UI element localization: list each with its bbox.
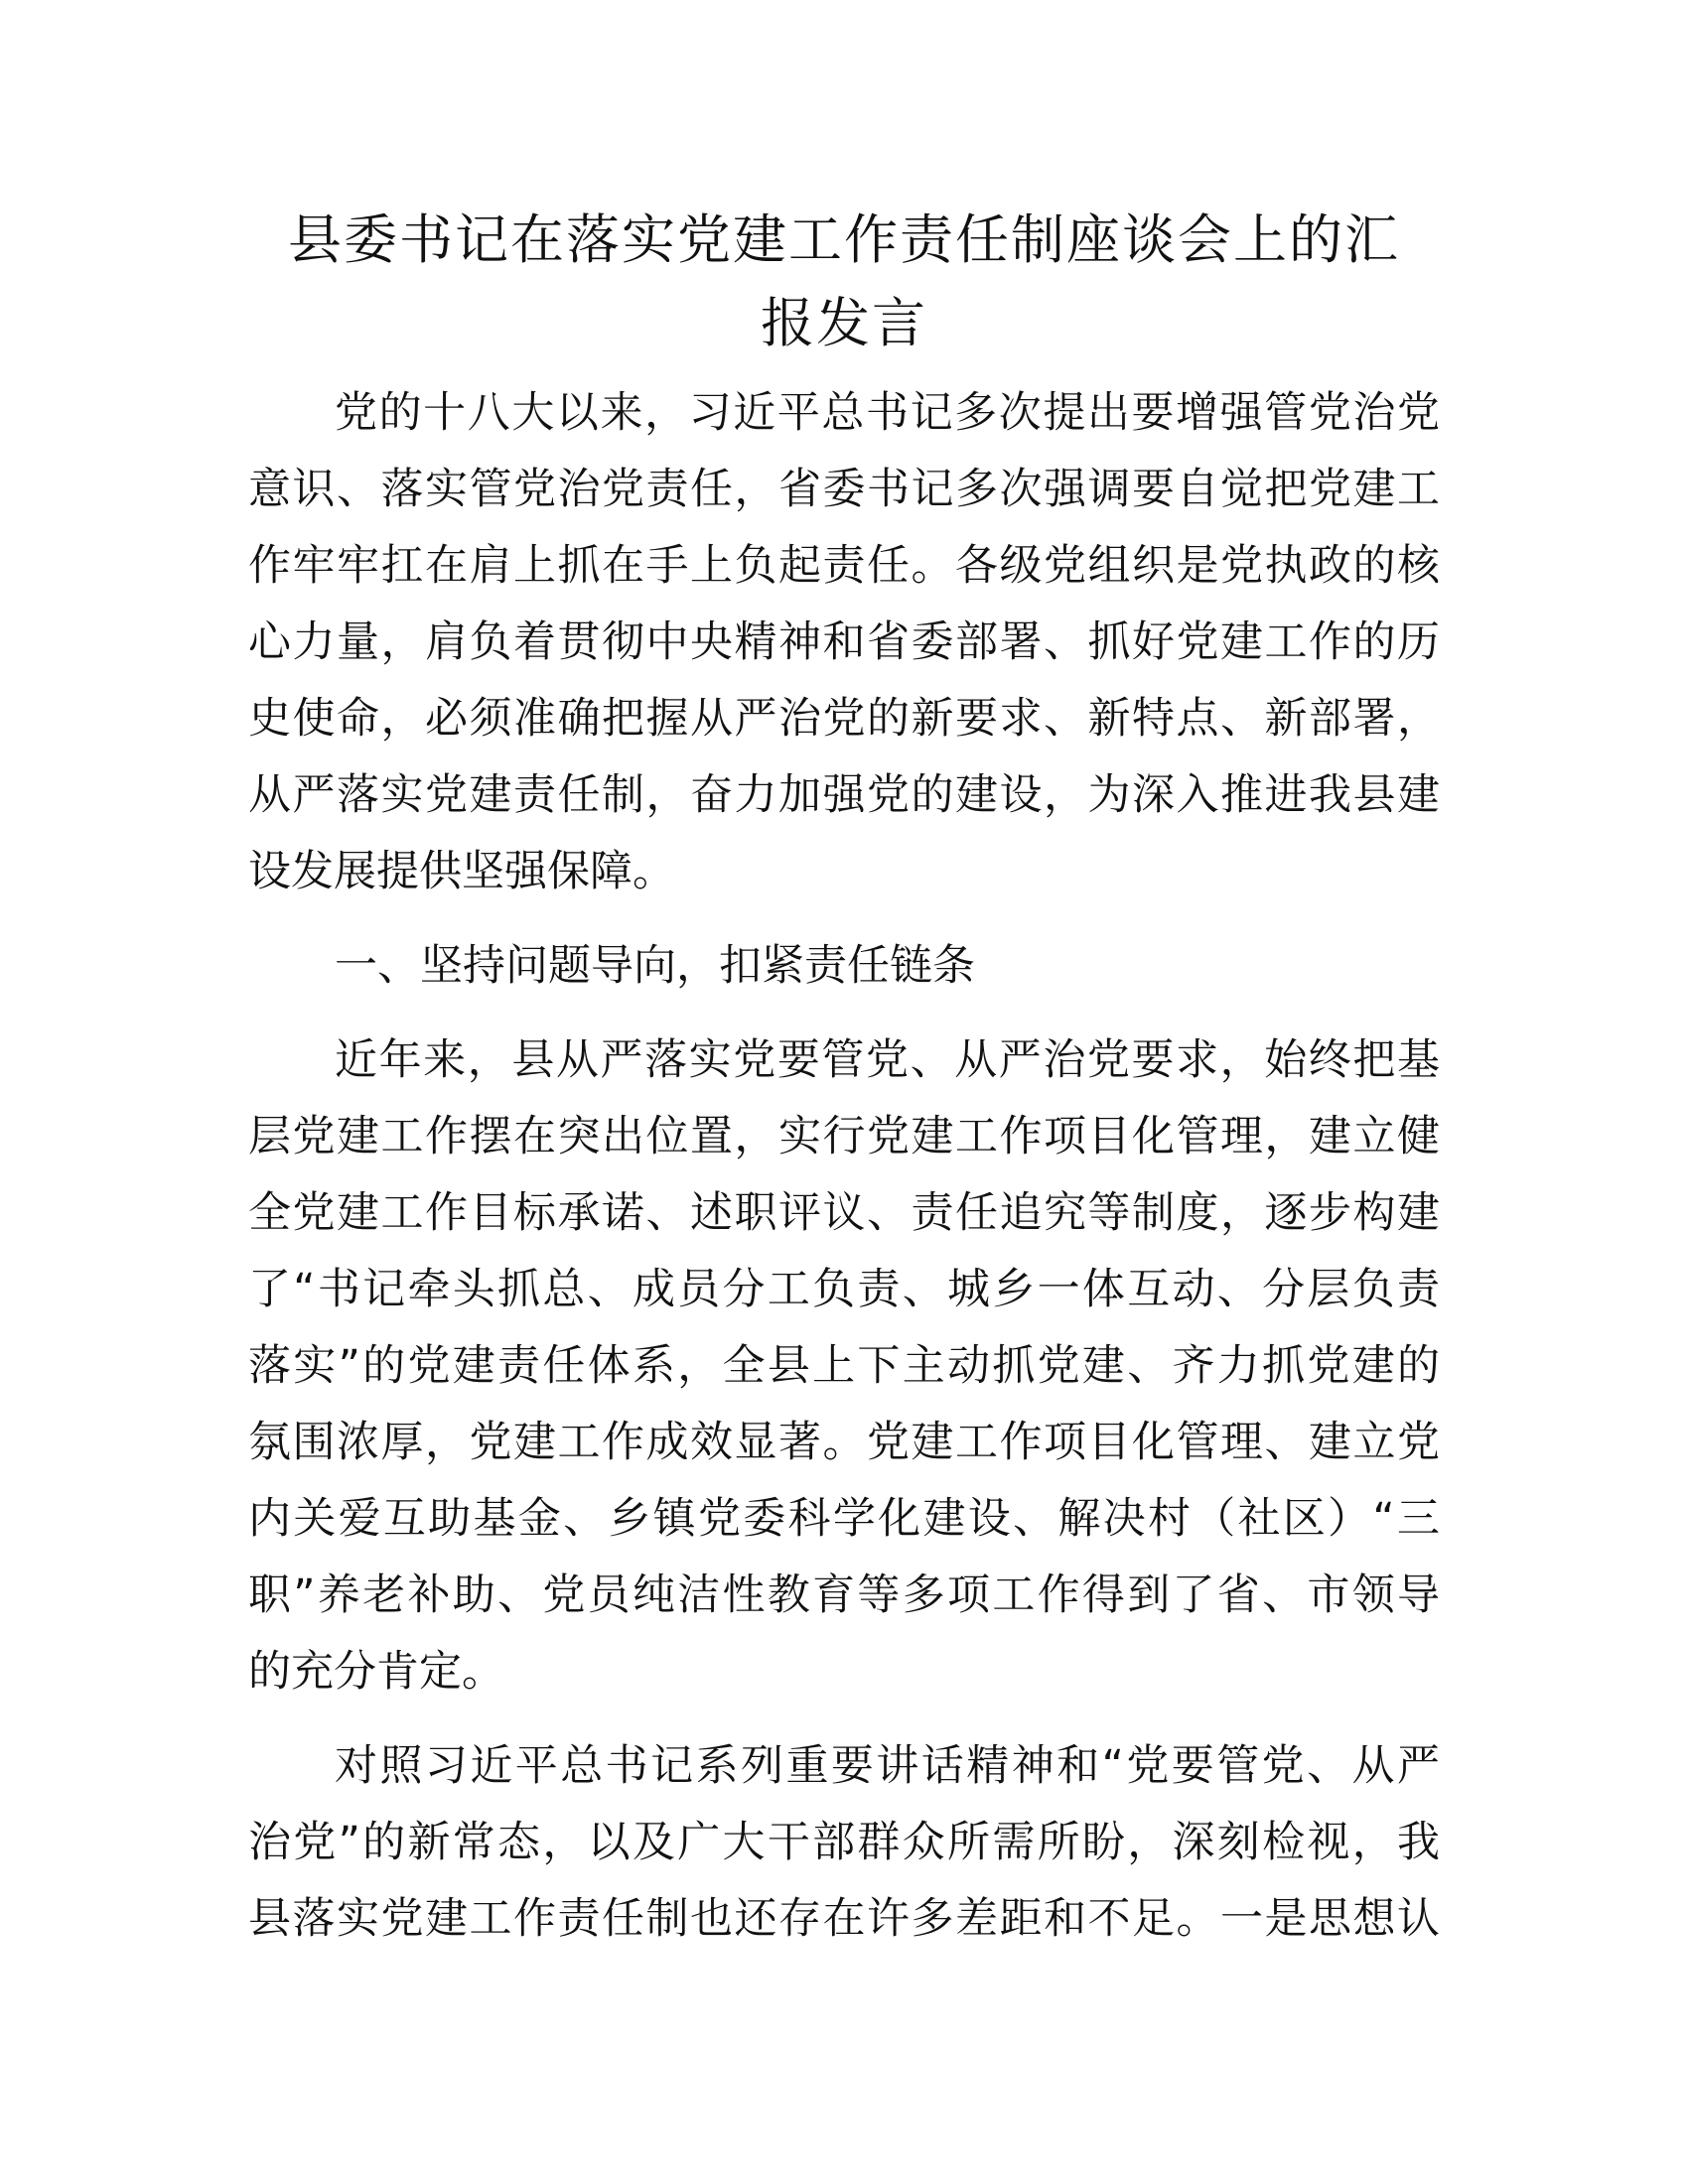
text-line: 心力量，肩负着贯彻中央精神和省委部署、抓好党建工作的历 <box>248 617 1440 667</box>
paragraph-body <box>248 1023 1440 1710</box>
section-heading: 一、坚持问题导向，扣紧责任链条 <box>335 941 975 991</box>
text-line: 全党建工作目标承诺、述职评议、责任追究等制度，逐步构建 <box>248 1188 1440 1238</box>
text-line: 从严落实党建责任制，奋力加强党的建设，为深入推进我县建 <box>248 770 1440 820</box>
document-body <box>248 375 1440 1976</box>
text-line: 的充分肯定。 <box>248 1647 504 1697</box>
text-line: 层党建工作摆在突出位置，实行党建工作项目化管理，建立健 <box>248 1112 1440 1161</box>
text-line: 党的十八大以来，习近平总书记多次提出要增强管党治党 <box>335 388 1440 438</box>
text-line: 县落实党建工作责任制也还存在许多差距和不足。一是思想认 <box>248 1894 1440 1944</box>
text-line: 对照习近平总书记系列重要讲话精神和“党要管党、从严 <box>335 1741 1440 1791</box>
text-line: 作牢牢扛在肩上抓在手上负起责任。各级党组织是党执政的核 <box>248 541 1440 591</box>
document-title <box>238 199 1450 365</box>
paragraph-intro <box>248 375 1440 910</box>
text-line: 治党”的新常态，以及广大干部群众所需所盼，深刻检视，我 <box>248 1818 1440 1867</box>
text-line: 设发展提供坚强保障。 <box>248 847 675 896</box>
text-line: 了“书记牵头抓总、成员分工负责、城乡一体互动、分层负责 <box>248 1265 1440 1314</box>
text-line: 氛围浓厚，党建工作成效显著。党建工作项目化管理、建立党 <box>248 1418 1440 1467</box>
text-line: 近年来，县从严落实党要管党、从严治党要求，始终把基 <box>335 1035 1440 1085</box>
text-line: 职”养老补助、党员纯洁性教育等多项工作得到了省、市领导 <box>248 1570 1440 1620</box>
title-line: 县委书记在落实党建工作责任制座谈会上的汇 <box>288 208 1400 271</box>
text-line: 落实”的党建责任体系，全县上下主动抓党建、齐力抓党建的 <box>248 1341 1440 1391</box>
text-line: 史使命，必须准确把握从严治党的新要求、新特点、新部署， <box>248 694 1440 744</box>
title-line: 报发言 <box>761 292 927 354</box>
paragraph-body <box>248 1728 1440 1958</box>
text-line: 内关爱互助基金、乡镇党委科学化建设、解决村（社区）“三 <box>248 1494 1440 1544</box>
text-line: 意识、落实管党治党责任，省委书记多次强调要自觉把党建工 <box>248 465 1440 514</box>
